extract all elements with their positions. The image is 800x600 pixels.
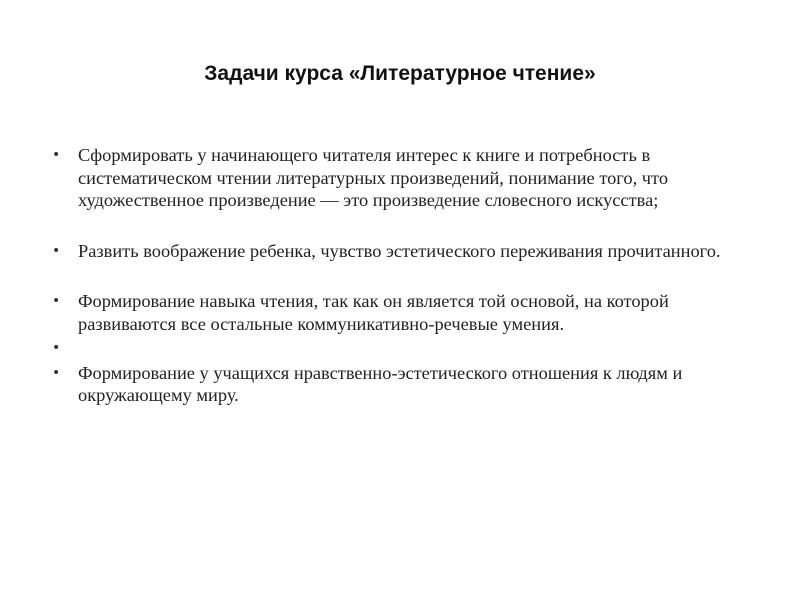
bullet-text: Формирование навыка чтения, так как он является той основой, на которой развиваются все остальные коммуникативно-речевые умения. xyxy=(78,291,669,334)
slide-title: Задачи курса «Литературное чтение» xyxy=(204,62,596,85)
bullet-text: Формирование у учащихся нравственно-эстетического отношения к людям и окружающему миру. xyxy=(78,362,683,405)
list-item xyxy=(52,144,752,212)
bullet-icon: • xyxy=(52,340,61,356)
list-item xyxy=(52,337,752,360)
bullet-text: Сформировать у начинающего читателя интерес к книге и потребность в систематическом чтении литературных произведений, понимание того, что художественное произведение — это произведение словесного искусства; xyxy=(78,145,669,210)
list-item xyxy=(52,240,752,263)
bullet-text xyxy=(78,337,752,360)
bullet-list xyxy=(52,144,752,407)
bullet-icon: • xyxy=(52,364,61,381)
list-item xyxy=(52,290,752,335)
list-item xyxy=(52,362,752,407)
bullet-icon: • xyxy=(52,147,61,163)
bullet-icon: • xyxy=(52,293,61,309)
bullet-icon: • xyxy=(52,242,61,259)
bullet-text: Развить воображение ребенка, чувство эстетического переживания прочитанного. xyxy=(78,240,721,261)
